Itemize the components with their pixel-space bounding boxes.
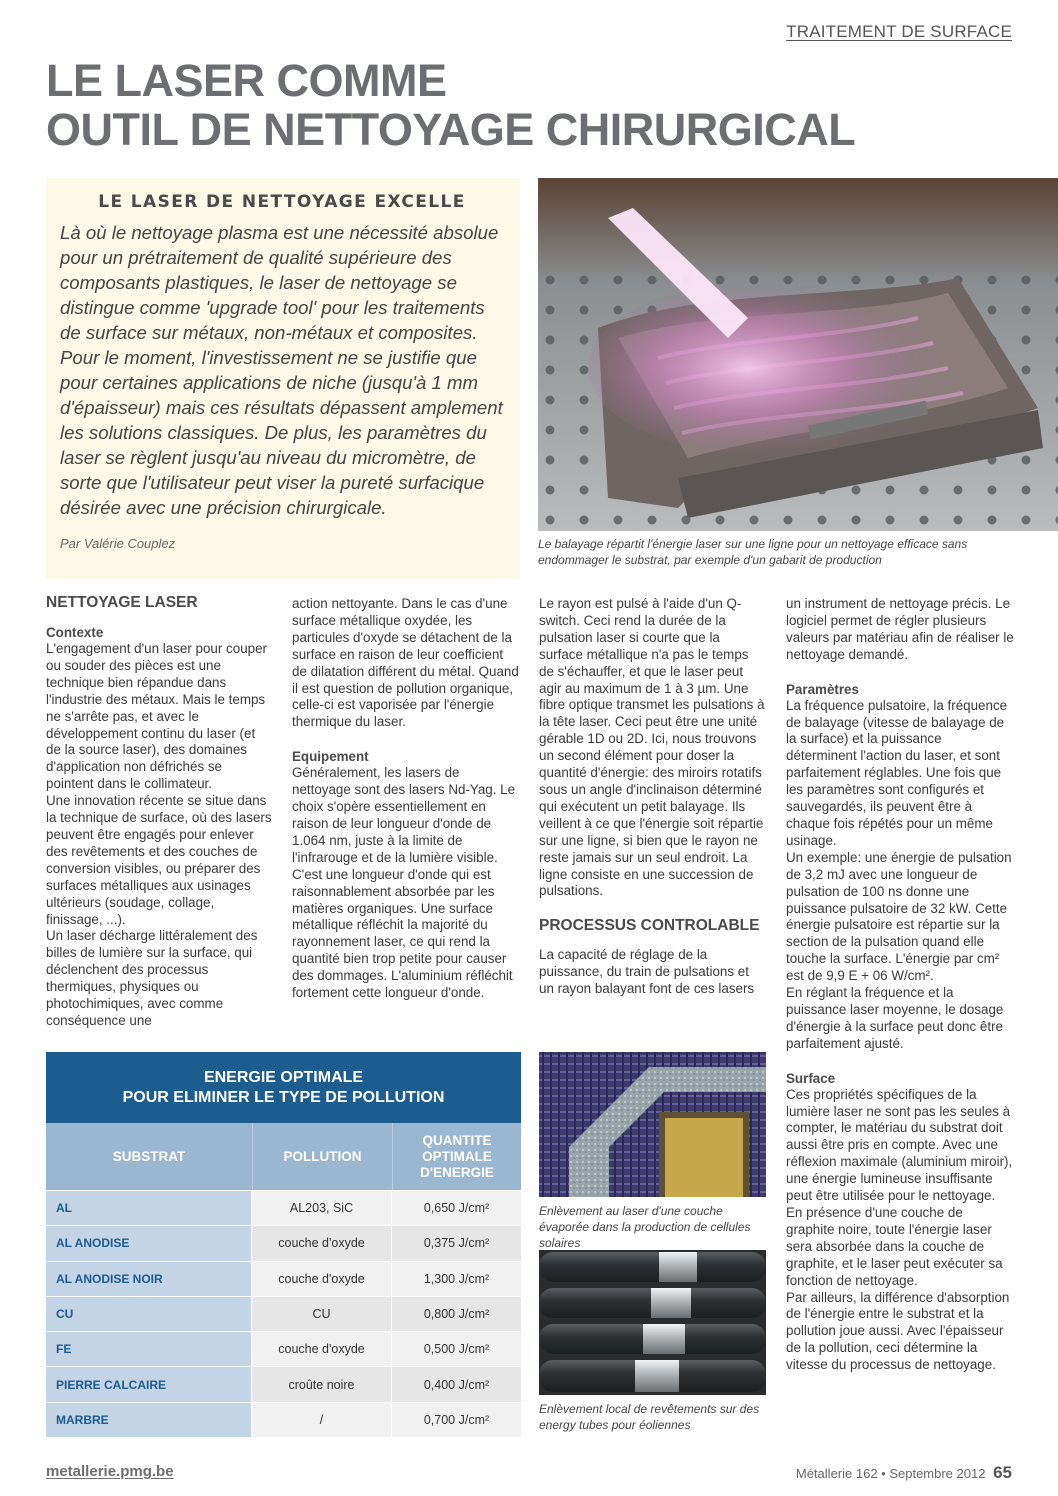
paragraph: L'engagement d'un laser pour couper ou souder des pièces est une technique bien répandue dans l'industrie des métaux. Mais le temps ne s'arrête pas, et avec le développement continu du laser (et de la source laser), des domaines d'application non défrichés se pointent dans le collimateur. [46,641,268,792]
cell-energie: 0,650 J/cm² [392,1191,521,1225]
article-column-3 [539,596,767,998]
subheading: Surface [786,1070,836,1086]
cell-energie: 0,700 J/cm² [392,1403,521,1437]
cell-energie: 0,375 J/cm² [392,1226,521,1260]
column-header-pollution: POLLUTION [252,1123,392,1190]
paragraph: Ces propriétés spécifiques de la lumière laser ne sont pas les seules à compter, le matériau du substrat doit aussi être pris en compte. Avec une réflexion maximale (aluminium miroir), une énergie lumineuse insuffisante peut être utilisée pour le nettoyage. [786,1086,1013,1204]
main-photo-caption: Le balayage répartit l'énergie laser sur une ligne pour un nettoyage efficace sans endommager le substrat, par exemple d'un gabarit de production [538,537,968,567]
table-row [46,1225,521,1260]
energy-tubes-photo [539,1250,766,1395]
section-heading: PROCESSUS CONTROLABLE [539,917,760,935]
cell-substrat: MARBRE [46,1403,252,1437]
cell-pollution: / [252,1403,392,1437]
paragraph: Par ailleurs, la différence d'absorption de l'énergie entre le substrat et la pollution joue aussi. Avec l'épaisseur de la pollution, ceci détermine la vitesse du processus de nettoyage. [786,1289,1010,1373]
website-link[interactable]: metallerie.pmg.be [46,1463,174,1480]
author-byline: Par Valérie Couplez [60,536,176,551]
section-tag: TRAITEMENT DE SURFACE [786,22,1012,41]
cell-pollution: AL203, SiC [252,1191,392,1225]
title-line-2: OUTIL DE NETTOYAGE CHIRURGICAL [46,104,856,155]
page-title [46,56,1006,154]
column-header-energie: QUANTITE OPTIMALE D'ENERGIE [392,1123,521,1190]
intro-paragraph: Là où le nettoyage plasma est une nécessité absolue pour un prétraitement de qualité supérieure des composants plastiques, le laser de nettoyage se distingue comme 'upgrade tool' pour les traitements de surface sur métaux, non-métaux et composites. [60,222,499,343]
cell-substrat: AL [46,1191,252,1225]
solar-photo-caption: Enlèvement au laser d'une couche évaporée dans la production de cellules solaires [539,1204,751,1250]
intro-box [46,178,520,579]
cell-pollution: couche d'oxyde [252,1226,392,1260]
cell-energie: 0,400 J/cm² [392,1367,521,1401]
intro-text [60,220,506,520]
paragraph: action nettoyante. Dans le cas d'une surface métallique oxydée, les particules d'oxyde se détachent de la surface en raison de leur coefficient de dilatation différent du métal. Quand il est question de pollution organique, celle-ci est vaporisée par l'énergie thermique du laser. [292,596,519,730]
table-row [46,1366,521,1401]
laser-cleaning-photo [538,178,1058,531]
table-title-line-2: POUR ELIMINER LE TYPE DE POLLUTION [122,1089,445,1106]
cell-pollution: CU [252,1297,392,1331]
cell-energie: 0,500 J/cm² [392,1332,521,1366]
subheading: Paramètres [786,681,859,697]
table-row [46,1331,521,1366]
paragraph: un instrument de nettoyage précis. Le logiciel permet de régler plusieurs valeurs par matériau afin de réaliser le nettoyage demandé. [786,596,1014,662]
paragraph: En réglant la fréquence et la puissance laser moyenne, le dosage d'énergie à la surface peut donc être parfaitement ajusté. [786,985,1004,1051]
cell-substrat: AL ANODISE NOIR [46,1262,252,1296]
paragraph: En présence d'une couche de graphite noire, toute l'énergie laser sera absorbée dans la couche de graphite, et le laser peut exécuter sa fonction de nettoyage. [786,1205,1003,1288]
paragraph: La capacité de réglage de la puissance, du train de pulsations et un rayon balayant font de ces lasers [539,947,755,997]
paragraph: Un exemple: une énergie de pulsation de 3,2 mJ avec une longueur de pulsation de 100 ns donne une puissance pulsatoire de 32 kW. Cette énergie pulsatoire est répartie sur la section de la pulsation quand elle touche la surface. L'énergie par cm² est de 9,9 E + 06 W/cm². [786,849,1012,984]
solar-cell-photo [539,1052,766,1197]
table-title-line-1: ENERGIE OPTIMALE [203,1069,364,1086]
table-row [46,1190,521,1225]
paragraph: Un laser décharge littéralement des billes de lumière sur la surface, qui déclenchent des processus thermiques, physiques ou photochimiques, avec comme conséquence une [46,928,258,1028]
intro-heading: LE LASER DE NETTOYAGE EXCELLE [98,192,466,212]
tubes-photo-caption: Enlèvement local de revêtements sur des energy tubes pour éoliennes [539,1402,760,1432]
cell-energie: 1,300 J/cm² [392,1262,521,1296]
issue-label: Métallerie 162 • Septembre 2012 [795,1466,986,1481]
table-title [46,1052,521,1123]
paragraph: Une innovation récente se situe dans la technique de surface, où des lasers peuvent être engagés pour enlever des revêtements et des couches de conversion visibles, ou préparer des surfaces métalliques aux usinages ultérieurs (soudage, collage, finissage, ...). [46,793,272,927]
table-row [46,1261,521,1296]
cell-substrat: PIERRE CALCAIRE [46,1367,252,1401]
table-row [46,1402,521,1437]
subheading: Equipement [292,749,369,765]
cell-substrat: CU [46,1297,252,1331]
table-row [46,1296,521,1331]
cell-substrat: FE [46,1332,252,1366]
energy-table [46,1052,521,1442]
footer-issue [796,1463,1012,1483]
cell-energie: 0,800 J/cm² [392,1297,521,1331]
subheading: Contexte [46,625,104,640]
table-header-row [46,1123,521,1190]
section-heading: NETTOYAGE LASER [46,594,198,611]
title-line-1: LE LASER COMME [46,55,447,106]
page-number: 65 [993,1463,1012,1482]
article-column-1 [46,594,272,1030]
cell-pollution: couche d'oxyde [252,1332,392,1366]
article-column-4 [786,596,1014,1374]
paragraph: Généralement, les lasers de nettoyage sont des lasers Nd-Yag. Le choix s'opère essentiellement en raison de leur longueur d'onde de 1.064 nm, juste à la limite de l'infrarouge et de la lumière visible. C'est une longueur d'onde qui est raisonnablement absorbée par les matières organiques. Une surface métallique réfléchit la majorité du rayonnement laser, ce qui rend la quantité bien trop petite pour causer des dommages. L'aluminium réfléchit fortement cette longueur d'onde. [292,765,516,1001]
paragraph: La fréquence pulsatoire, la fréquence de balayage (vitesse de balayage de la surface) et la puissance déterminent l'action du laser, et sont parfaitement réglables. Une fois que les paramètres sont configurés et sauvegardés, ils peuvent être à chaque fois répétés pour un même usinage. [786,697,1008,848]
paragraph: Le rayon est pulsé à l'aide d'un Q-switch. Ceci rend la durée de la pulsation laser si courte que la surface métallique n'a pas le temps de s'échauffer, et que le laser peut agir au maximum de 1 à 3 µm. Une fibre optique transmet les pulsations à la tête laser. Ceci peut être une unité gérable 1D ou 2D. Ici, nous trouvons un second élément pour doser la quantité d'énergie: des miroirs rotatifs sous un angle d'inclinaison déterminé qui exécutent un petit balayage. Ils veillent à ce que l'énergie soit répartie sur une ligne, si bien que le rayon ne reste jamais sur un seul endroit. La ligne consiste en une succession de pulsations. [539,596,765,899]
cell-pollution: couche d'oxyde [252,1262,392,1296]
cell-pollution: croûte noire [252,1367,392,1401]
intro-paragraph: Pour le moment, l'investissement ne se justifie que pour certaines applications de niche (jusqu'à 1 mm d'épaisseur) mais ces résultats dépassent amplement les solutions classiques. De plus, les paramètres du laser se règlent jusqu'au niveau du micromètre, de sorte que l'utilisateur peut viser la pureté surfacique désirée avec une précision chirurgicale. [60,347,503,518]
column-header-substrat: SUBSTRAT [112,1148,186,1164]
article-column-2 [292,596,520,1002]
cell-substrat: AL ANODISE [46,1226,252,1260]
